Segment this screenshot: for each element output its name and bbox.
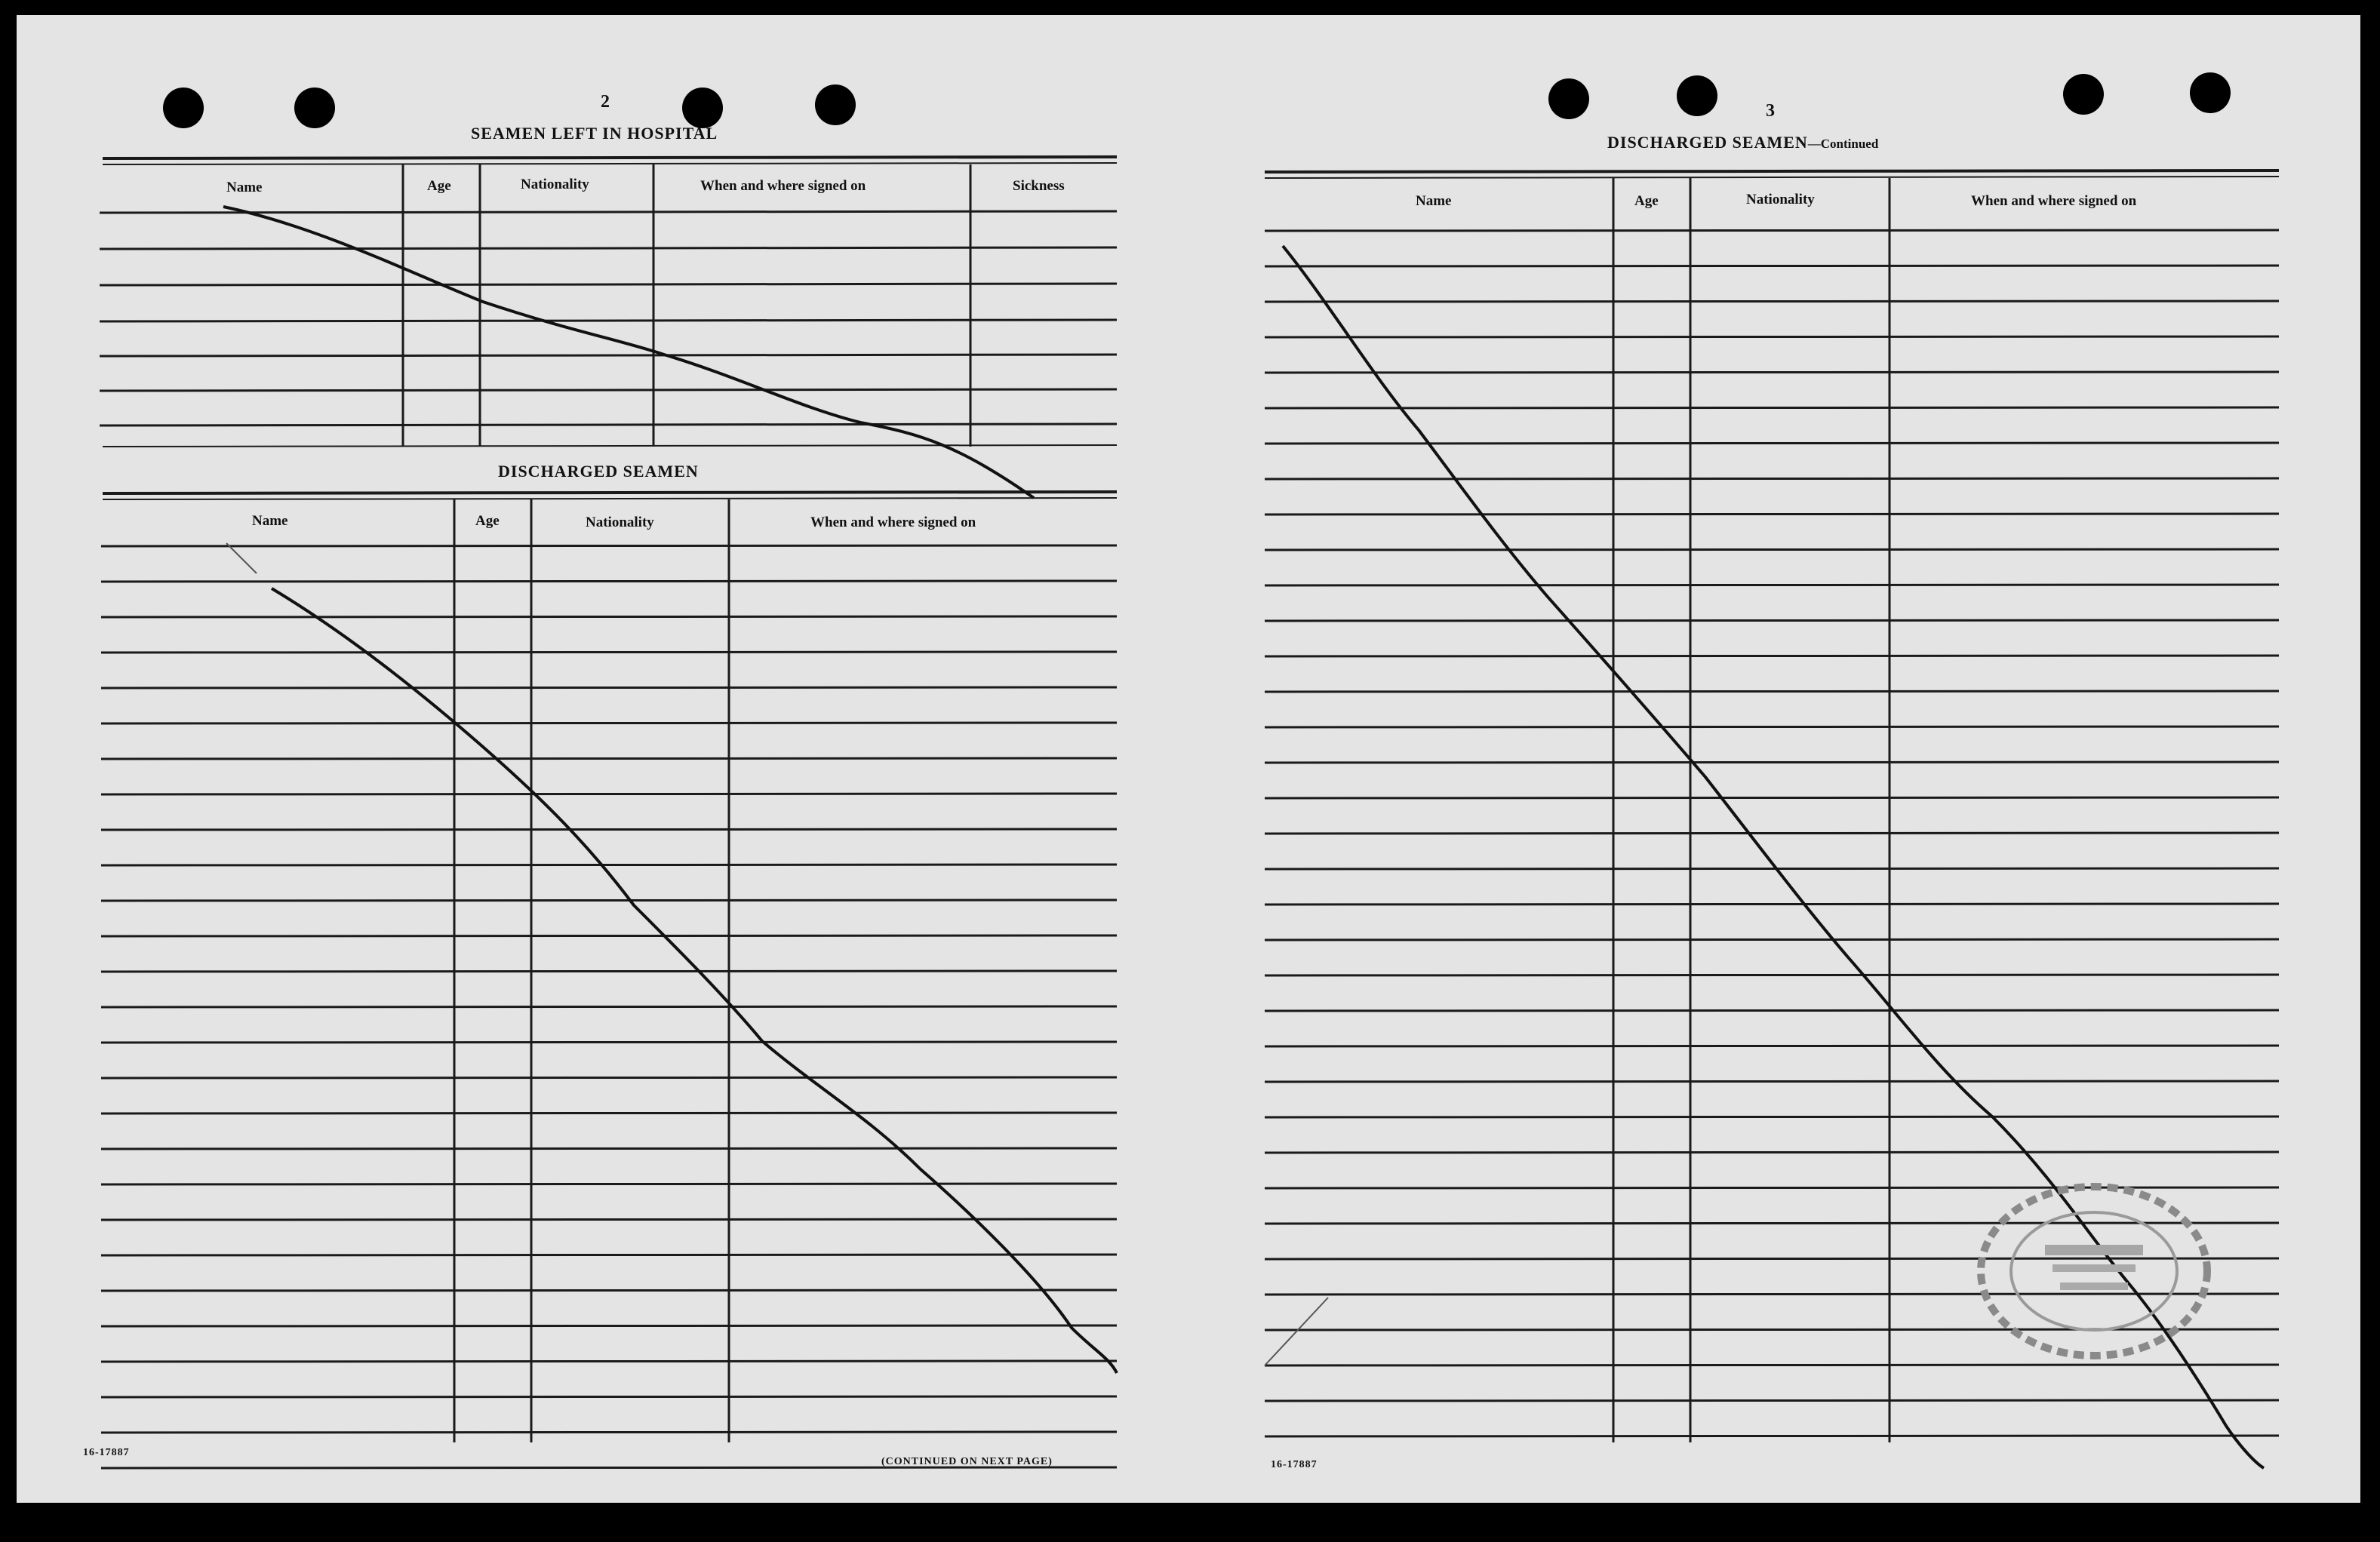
table-rule <box>101 1148 1117 1149</box>
table-rule <box>1265 691 2279 692</box>
table-rule <box>1265 301 2279 302</box>
table-rule <box>101 971 1117 972</box>
table-rule <box>100 355 1117 356</box>
table-rule <box>103 445 1117 447</box>
right-col-signed-on: When and where signed on <box>1971 193 2137 209</box>
right-form-number: 16-17887 <box>1271 1459 1318 1470</box>
table-rule <box>1265 797 2279 798</box>
discharged-section-title: DISCHARGED SEAMEN <box>498 462 699 481</box>
table-rule <box>100 424 1117 425</box>
table-rule <box>101 687 1117 688</box>
table-rule <box>100 389 1117 391</box>
right-title-main: DISCHARGED SEAMEN <box>1607 133 1808 152</box>
table-rule <box>101 1361 1117 1362</box>
table-rule <box>101 1219 1117 1220</box>
table-rule <box>103 163 1117 164</box>
table-rule <box>1265 170 2279 172</box>
table-rule <box>101 1077 1117 1078</box>
left-form-number: 16-17887 <box>83 1447 130 1458</box>
table-rule <box>1265 407 2279 408</box>
table-rule <box>1265 726 2279 727</box>
table-rule <box>101 1006 1117 1007</box>
table-rule <box>103 157 1117 158</box>
table-rule <box>1265 514 2279 515</box>
hospital-col-nationality: Nationality <box>521 177 589 192</box>
table-rule <box>101 758 1117 759</box>
table-rule <box>101 1325 1117 1326</box>
table-rule <box>100 247 1117 249</box>
table-rule <box>103 492 1117 493</box>
table-rule <box>1265 177 2279 178</box>
hospital-col-age: Age <box>427 178 451 194</box>
table-rule <box>100 284 1117 285</box>
table-rule <box>101 581 1117 582</box>
table-rule <box>101 545 1117 546</box>
discharged-col-age: Age <box>475 513 500 529</box>
hospital-col-sickness: Sickness <box>1013 178 1065 194</box>
table-rule <box>101 935 1117 936</box>
table-rule <box>101 829 1117 830</box>
hospital-col-signed-on: When and where signed on <box>700 178 866 194</box>
table-rule <box>1265 478 2279 479</box>
table-rule <box>1265 833 2279 834</box>
left-page-number: 2 <box>601 92 610 112</box>
right-col-name: Name <box>1416 193 1452 209</box>
table-rule <box>101 1432 1117 1433</box>
hospital-section-title: SEAMEN LEFT IN HOSPITAL <box>471 124 718 143</box>
table-rule <box>1265 620 2279 621</box>
table-rule <box>1265 549 2279 550</box>
table-rule <box>101 616 1117 617</box>
hospital-col-name: Name <box>226 180 263 195</box>
right-title-suffix: —Continued <box>1807 137 1879 151</box>
table-rule <box>101 652 1117 653</box>
strike-line-hospital <box>223 207 1034 498</box>
table-rule <box>1265 868 2279 869</box>
discharged-col-name: Name <box>252 513 288 529</box>
table-rule <box>103 498 1117 499</box>
table-rule <box>1265 1400 2279 1401</box>
table-rule <box>1265 939 2279 940</box>
discharged-col-signed-on: When and where signed on <box>810 515 976 530</box>
right-section-title <box>1607 133 1878 152</box>
table-rule <box>1265 372 2279 373</box>
table-rule <box>1265 1010 2279 1011</box>
table-rule <box>101 1396 1117 1397</box>
table-rule <box>1265 443 2279 444</box>
table-rule <box>1265 230 2279 231</box>
circular-ink-stamp-icon <box>1969 1177 2219 1365</box>
right-col-age: Age <box>1634 193 1659 209</box>
table-rule <box>1265 762 2279 763</box>
table-rule <box>1265 1081 2279 1082</box>
table-rule <box>1265 904 2279 905</box>
right-page-number: 3 <box>1766 101 1775 121</box>
table-rule <box>101 1290 1117 1291</box>
table-rule <box>1265 1152 2279 1153</box>
table-rule <box>101 900 1117 901</box>
table-rule <box>100 320 1117 321</box>
table-rule <box>101 1042 1117 1043</box>
continued-note: (CONTINUED ON NEXT PAGE) <box>881 1456 1053 1467</box>
discharged-col-nationality: Nationality <box>586 515 654 530</box>
right-col-nationality: Nationality <box>1746 192 1815 207</box>
table-rule <box>1265 336 2279 337</box>
